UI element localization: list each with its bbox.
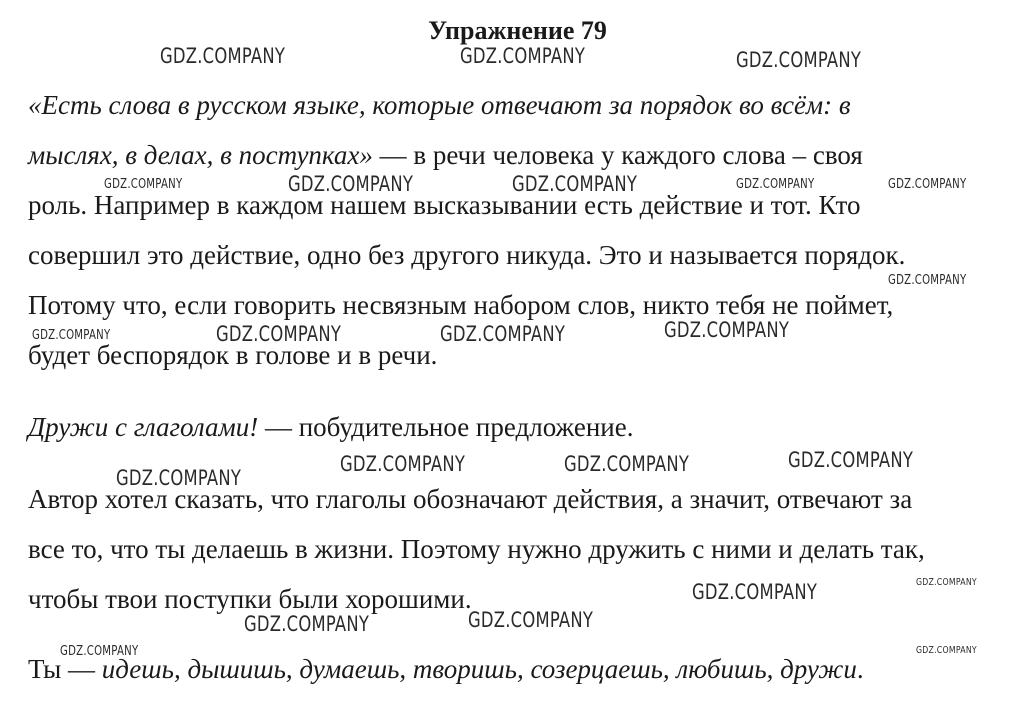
watermark-text: GDZ.COMPANY	[736, 48, 862, 72]
watermark-text: GDZ.COMPANY	[216, 322, 342, 346]
text-line: все то, что ты делаешь в жизни. Поэтому нужно дружить с ними и делать так,	[28, 534, 925, 564]
text-line: совершил это действие, одно без другого никуда. Это и называется порядок.	[28, 240, 906, 270]
text-line	[28, 652, 864, 686]
exercise-title: Упражнение 79	[428, 16, 607, 45]
text-line	[28, 410, 633, 444]
watermark-text: GDZ.COMPANY	[692, 580, 818, 604]
text-span: — побудительное предложение.	[258, 412, 634, 442]
text-span: .	[856, 654, 864, 684]
text-line: Потому что, если говорить несвязным набором слов, никто тебя не поймет,	[28, 290, 894, 320]
watermark-text: GDZ.COMPANY	[116, 466, 242, 490]
watermark-text: GDZ.COMPANY	[160, 44, 286, 68]
watermark-text: GDZ.COMPANY	[60, 644, 139, 659]
text-line: «Есть слова в русском языке, которые отвечают за порядок во всём: в	[28, 90, 851, 120]
text-line: Автор хотел сказать, что глаголы обозначают действия, а значит, отвечают за	[28, 484, 913, 514]
watermark-text: GDZ.COMPANY	[288, 172, 414, 196]
watermark-text: GDZ.COMPANY	[244, 612, 370, 636]
watermark-text: GDZ.COMPANY	[468, 608, 594, 632]
watermark-text: GDZ.COMPANY	[460, 44, 586, 68]
italic-verbs: идешь, дышишь, думаешь, творишь, созерцаешь, любишь, дружи	[101, 654, 857, 684]
watermark-text: GDZ.COMPANY	[664, 318, 790, 342]
watermark-text: GDZ.COMPANY	[564, 452, 690, 476]
watermark-text: GDZ.COMPANY	[512, 172, 638, 196]
text-line	[28, 138, 863, 172]
watermark-text: GDZ.COMPANY	[440, 322, 566, 346]
watermark-text: GDZ.COMPANY	[104, 177, 183, 192]
watermark-text: GDZ.COMPANY	[736, 177, 815, 192]
watermark-text: GDZ.COMPANY	[888, 177, 967, 192]
text-span: Ты —	[28, 654, 102, 684]
italic-quote: мыслях, в делах, в поступках»	[28, 140, 373, 170]
text-span: — в речи человека у каждого слова – своя	[372, 140, 863, 170]
watermark-text: GDZ.COMPANY	[916, 645, 977, 656]
watermark-text: GDZ.COMPANY	[32, 328, 111, 343]
italic-phrase: Дружи с глаголами!	[28, 412, 259, 442]
watermark-text: GDZ.COMPANY	[916, 577, 977, 588]
watermark-text: GDZ.COMPANY	[340, 452, 466, 476]
text-line: чтобы твои поступки были хорошими.	[28, 584, 472, 614]
text-line: будет беспорядок в голове и в речи.	[28, 340, 438, 370]
text-line: роль. Например в каждом нашем высказывании есть действие и тот. Кто	[28, 190, 861, 220]
watermark-text: GDZ.COMPANY	[788, 448, 914, 472]
watermark-text: GDZ.COMPANY	[888, 273, 967, 288]
